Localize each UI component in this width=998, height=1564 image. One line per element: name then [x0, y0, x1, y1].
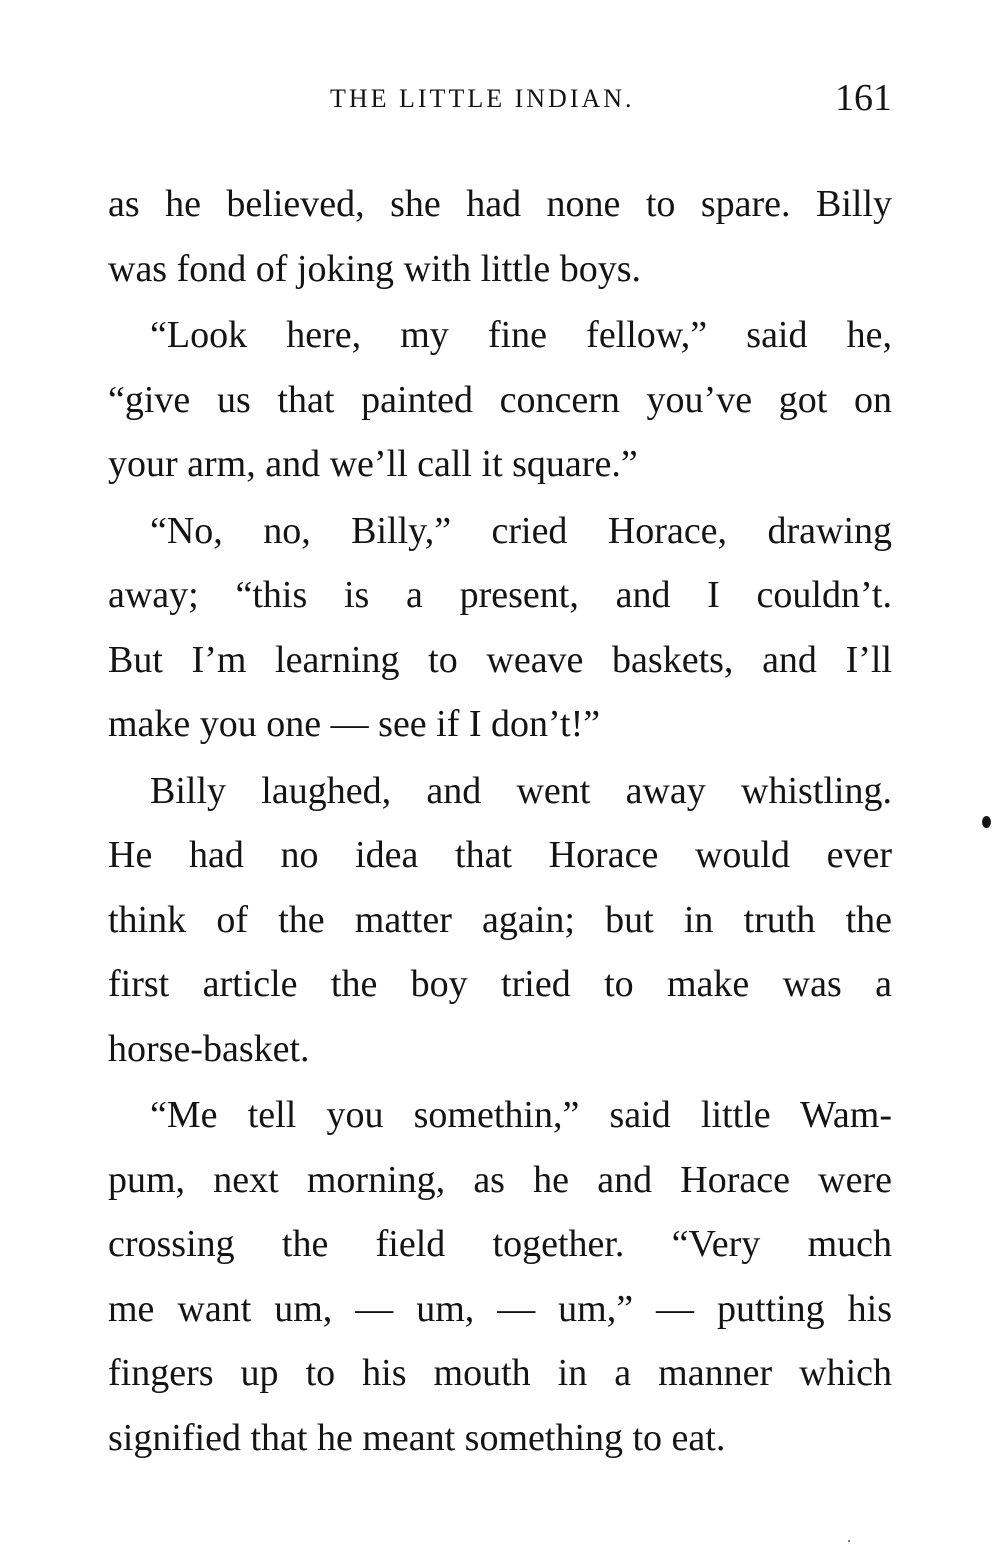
- text-line: fingers up to his mouth in a manner which: [108, 1352, 892, 1394]
- text-line: me want um, — um, — um,” — putting his: [108, 1287, 892, 1330]
- text-line: make you one — see if I don’t!”: [108, 703, 601, 745]
- running-title: THE LITTLE INDIAN.: [330, 84, 635, 113]
- text-line: your arm, and we’ll call it square.”: [108, 443, 638, 485]
- page-number: 161: [835, 77, 892, 119]
- text-line: horse-basket.: [108, 1027, 310, 1070]
- text-line: “Look here, my fine fellow,” said he,: [150, 314, 892, 356]
- text-line: “give us that painted concern you’ve got on: [108, 378, 892, 421]
- running-head: [108, 76, 892, 120]
- text-line: crossing the field together. “Very much: [108, 1223, 892, 1265]
- text-line: as he believed, she had none to spare. Billy: [108, 183, 892, 225]
- text-line: signified that he meant something to eat.: [108, 1416, 726, 1459]
- text-line: think of the matter again; but in truth the: [108, 898, 892, 941]
- text-line: pum, next morning, as he and Horace were: [108, 1158, 892, 1201]
- body-text: [108, 172, 892, 1470]
- text-line: But I’m learning to weave baskets, and I’ll: [108, 638, 892, 681]
- text-line: was fond of joking with little boys.: [108, 247, 642, 290]
- text-line: “No, no, Billy,” cried Horace, drawing: [150, 509, 892, 552]
- text-line: away; “this is a present, and I couldn’t.: [108, 574, 892, 616]
- text-line: first article the boy tried to make was a: [108, 963, 892, 1005]
- text-line: Billy laughed, and went away whistling.: [150, 769, 892, 812]
- paper-speck: [848, 1540, 850, 1542]
- margin-ink-dot: [982, 816, 991, 828]
- text-line: He had no idea that Horace would ever: [108, 834, 892, 876]
- text-line: “Me tell you somethin,” said little Wam-: [150, 1094, 892, 1136]
